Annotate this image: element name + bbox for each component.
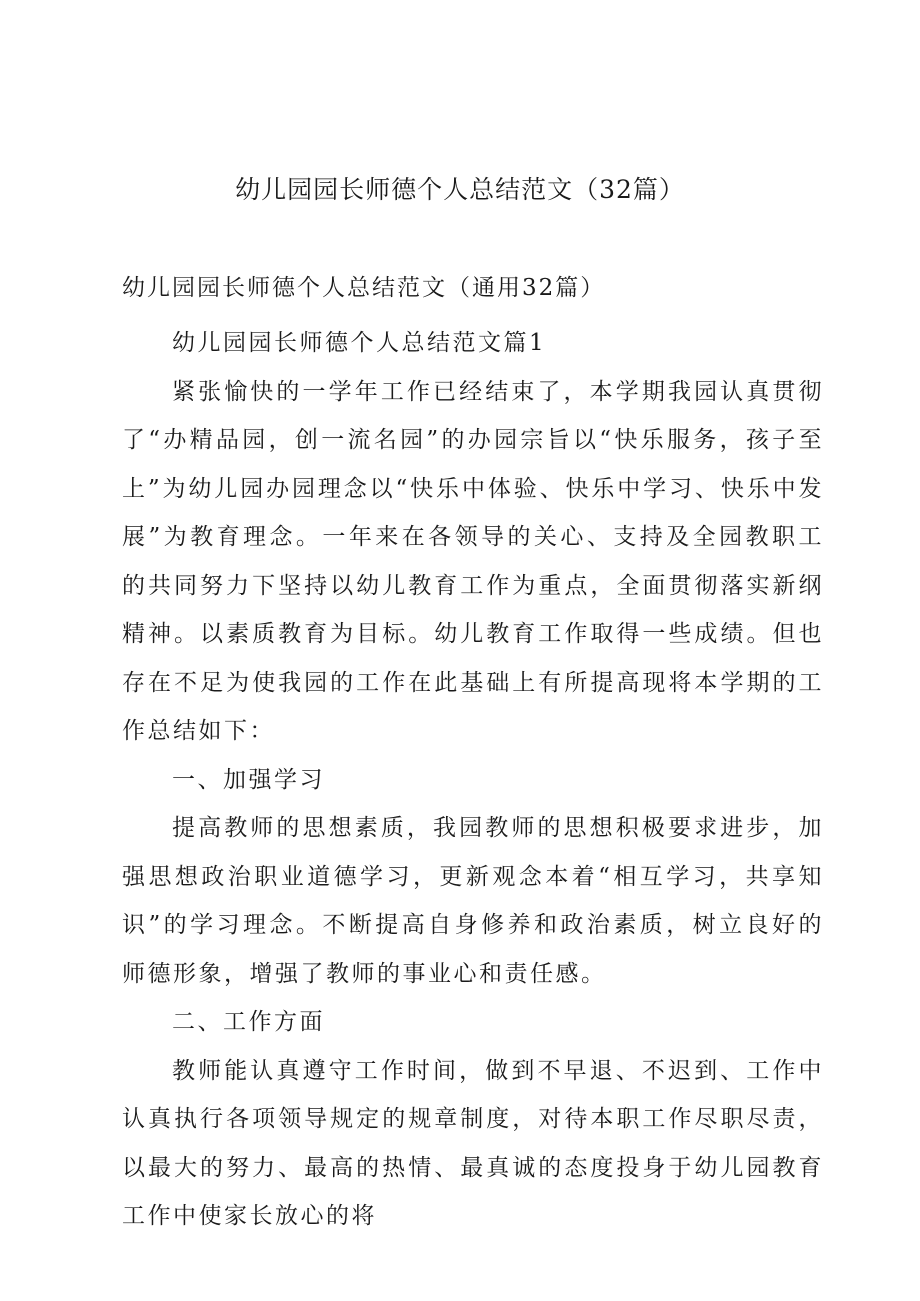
- section-heading-work: 二、工作方面: [172, 1009, 325, 1035]
- section-heading-study: 一、加强学习: [172, 766, 325, 793]
- section-heading-1: 幼儿园园长师德个人总结范文篇1: [172, 330, 547, 356]
- paragraph-intro: 紧张愉快的一学年工作已经结束了，本学期我园认真贯彻了“办精品园，创一流名园”的办园宗旨以“快乐服务，孩子至上”为幼儿园办园理念以“快乐中体验、快乐中学习、快乐中发展”为教育理念。一年来在各领导的关心、支持及全园教职工的共同努力下坚持以幼儿教育工作为重点，全面贯彻落实新纲精神。以素质教育为目标。幼儿教育工作取得一些成绩。但也存在不足为使我园的工作在此基础上有所提高现将本学期的工作总结如下：: [122, 378, 824, 744]
- document-body: [122, 319, 824, 1241]
- paragraph-work: 教师能认真遵守工作时间，做到不早退、不迟到、工作中认真执行各项领导规定的规章制度，对待本职工作尽职尽责，以最大的努力、最高的热情、最真诚的态度投身于幼儿园教育工作中使家长放心的将: [122, 1057, 824, 1229]
- paragraph-study: 提高教师的思想素质，我园教师的思想积极要求进步，加强思想政治职业道德学习，更新观念本着“相互学习，共享知识”的学习理念。不断提高自身修养和政治素质，树立良好的师德形象，增强了教师的事业心和责任感。: [122, 815, 824, 987]
- document-subtitle: 幼儿园园长师德个人总结范文（通用32篇）: [122, 275, 606, 301]
- document-title: 幼儿园园长师德个人总结范文（32篇）: [235, 175, 685, 204]
